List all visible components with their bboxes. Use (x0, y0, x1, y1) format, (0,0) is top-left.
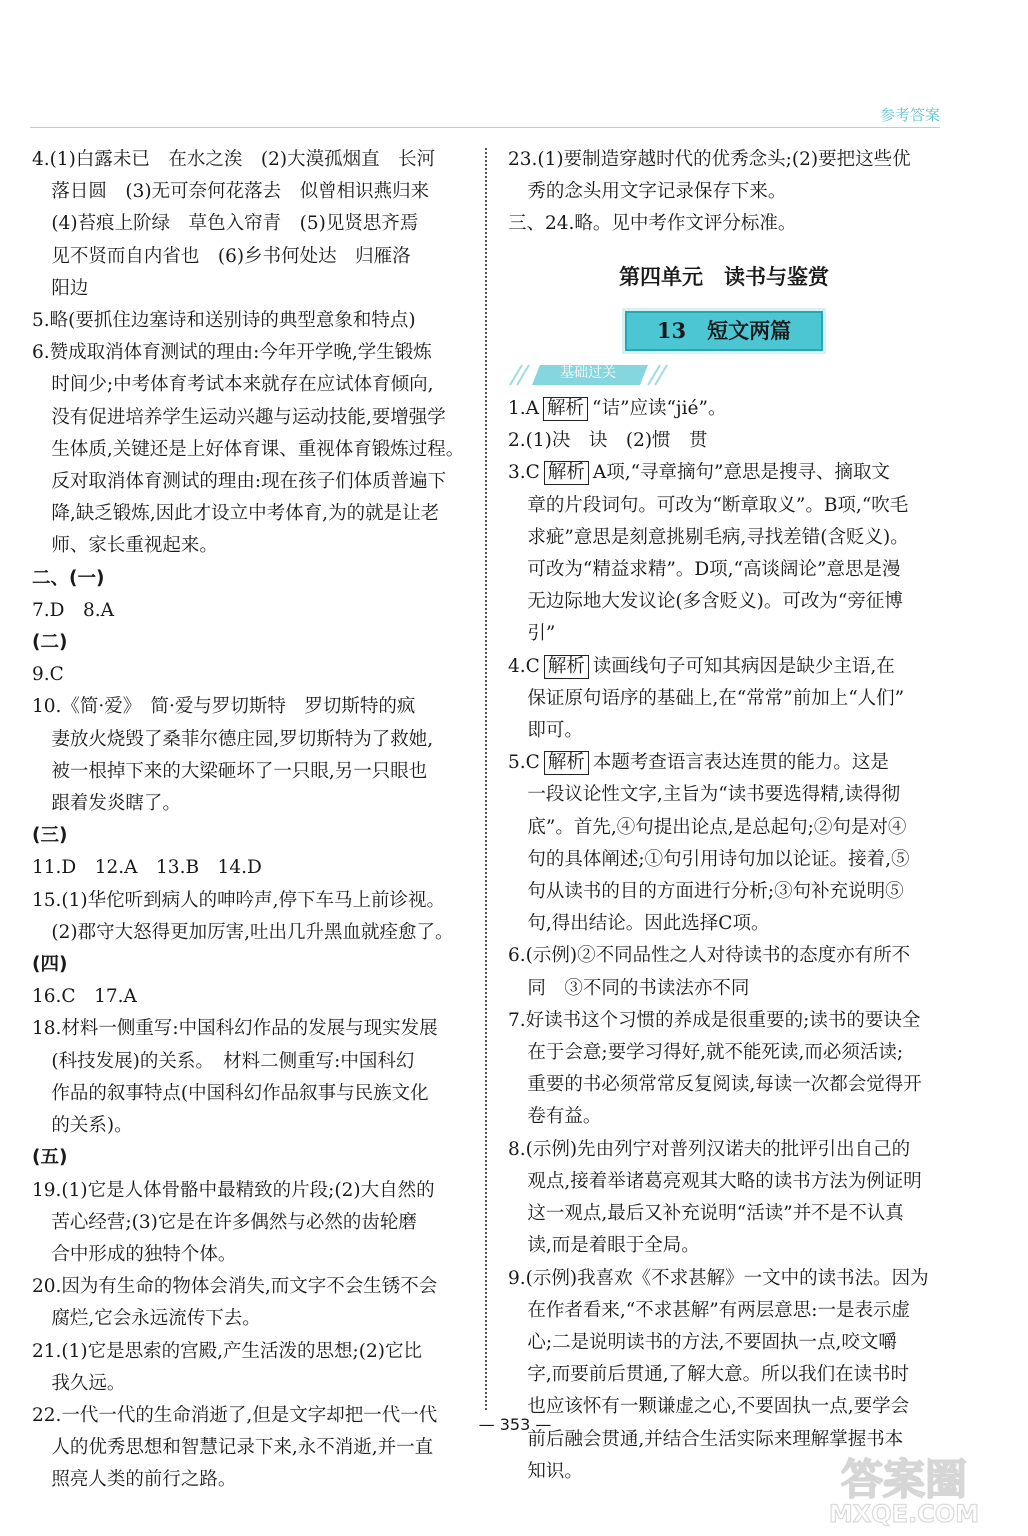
analysis-tag: 解析 (544, 655, 589, 679)
answer-line: 合中形成的独特个体。 (51, 1243, 237, 1265)
left-column (32, 144, 468, 1497)
answer-key: 1.A (508, 398, 540, 420)
unit-title: 第四单元 读书与鉴赏 (619, 263, 829, 289)
answer-line: 21.(1)它是思索的宫殿,产生活泼的思想;(2)它比 (32, 1340, 422, 1362)
answer-line: 也应该怀有一颗谦虚之心,不要固执一点,要学会 (527, 1396, 910, 1418)
answer-line: 师、家长重视起来。 (51, 535, 218, 557)
section-heading: 二、(一) (32, 567, 105, 589)
section-heading: (五) (32, 1147, 68, 1169)
answer-line: 这一观点,最后又补充说明“活读”并不是不认真 (527, 1203, 904, 1225)
answer-text: A项,“寻章摘句”意思是搜寻、摘取文 (592, 462, 890, 484)
answer-line: (4)苔痕上阶绿 草色入帘青 (5)见贤思齐焉 (51, 213, 419, 235)
answer-line: 7.D 8.A (32, 599, 114, 621)
answer-line: 被一根掉下来的大梁砸坏了一只眼,另一只眼也 (51, 760, 428, 782)
analysis-tag: 解析 (544, 461, 589, 485)
answer-line: 2.(1)决 诀 (2)惯 贯 (508, 430, 708, 452)
analysis-tag: 解析 (544, 751, 589, 775)
answer-line: 知识。 (527, 1460, 583, 1482)
answer-line: 作品的叙事特点(中国科幻作品叙事与民族文化 (51, 1082, 429, 1104)
answer-line: 求疵”意思是刻意挑剔毛病,寻找差错(含贬义)。 (527, 526, 909, 548)
answer-line: 在于会意;要学习得好,就不能死读,而必须活读; (527, 1042, 904, 1064)
section-heading: (三) (32, 825, 68, 847)
answer-line: 11.D 12.A 13.B 14.D (32, 857, 262, 879)
answer-line: 20.因为有生命的物体会消失,而文字不会生锈不会 (32, 1276, 438, 1298)
answer-line: 苦心经营;(3)它是在许多偶然与必然的齿轮磨 (51, 1211, 417, 1233)
column-divider (485, 148, 487, 1410)
answer-line: 一段议论性文字,主旨为“读书要选得精,读得彻 (527, 784, 901, 806)
answer-line: 重要的书必须常常反复阅读,每读一次都会觉得开 (527, 1074, 922, 1096)
answer-text: 本题考查语言表达连贯的能力。这是 (592, 752, 889, 774)
watermark-logo-icon (794, 1450, 1014, 1528)
answer-line: 照亮人类的前行之路。 (51, 1469, 237, 1491)
answer-key: 4.C (508, 655, 540, 677)
answer-line: 19.(1)它是人体骨骼中最精致的片段;(2)大自然的 (32, 1179, 435, 1201)
section-heading: (二) (32, 632, 68, 654)
answer-line: 句的具体阐述;①句引用诗句加以论证。接着,⑤ (527, 848, 910, 870)
answer-line: 三、24.略。见中考作文评分标准。 (508, 213, 797, 235)
answer-line (508, 393, 940, 425)
answer-line (508, 457, 940, 489)
answer-line (508, 651, 940, 683)
answer-line: 同 ③不同的书读法亦不同 (527, 977, 750, 999)
answer-line: 我久远。 (51, 1372, 126, 1394)
answer-line: 即可。 (527, 720, 583, 742)
lesson-title: 13 短文两篇 (625, 311, 823, 351)
answer-line: 人的优秀思想和智慧记录下来,永不消逝,并一直 (51, 1437, 434, 1459)
answer-line: 23.(1)要制造穿越时代的优秀念头;(2)要把这些优 (508, 149, 911, 170)
answer-line: 降,缺乏锻炼,因此才设立中考体育,为的就是让老 (51, 503, 440, 525)
answer-line: 反对取消体育测试的理由:现在孩子们体质普遍下 (51, 471, 447, 493)
answer-line: 10.《简·爱》 简·爱与罗切斯特 罗切斯特的疯 (32, 696, 416, 718)
section-band (508, 361, 940, 389)
answer-line: 时间少;中考体育考试本来就存在应试体育倾向, (51, 374, 434, 396)
answer-line: 句从读书的目的方面进行分析;③句补充说明⑤ (527, 881, 904, 903)
analysis-tag: 解析 (543, 397, 588, 421)
answer-line: 16.C 17.A (32, 986, 137, 1008)
answer-line: 保证原句语序的基础上,在“常常”前加上“人们” (527, 687, 905, 709)
answer-line: 5.略(要抓住边塞诗和送别诗的典型意象和特点) (32, 310, 416, 332)
answer-key: 5.C (508, 752, 540, 774)
answer-line: 9.(示例)我喜欢《不求甚解》一文中的读书法。因为 (508, 1267, 929, 1289)
answer-line: 字,而要前后贯通,了解大意。所以我们在读书时 (527, 1364, 910, 1386)
answer-line: 无边际地大发议论(多含贬义)。可改为“旁征博 (527, 591, 903, 613)
answer-line: 22.一代一代的生命消逝了,但是文字却把一代一代 (32, 1404, 438, 1426)
answer-line: 秀的念头用文字记录保存下来。 (527, 181, 787, 203)
answer-line: 前后融会贯通,并结合生活实际来理解掌握书本 (527, 1428, 904, 1450)
answer-line: 卷有益。 (527, 1106, 602, 1128)
answer-line: 6.(示例)②不同品性之人对待读书的态度亦有所不 (508, 945, 911, 967)
answer-line: 8.(示例)先由列宁对普列汉诺夫的批评引出自己的 (508, 1138, 911, 1160)
answer-line: 7.好读书这个习惯的养成是很重要的;读书的要诀全 (508, 1009, 921, 1031)
right-column (508, 144, 940, 1488)
answer-line: 引” (527, 623, 556, 645)
answer-line: 跟着发炎瞎了。 (51, 793, 181, 815)
answer-line: 阳边 (51, 277, 89, 299)
watermark-line2: MXQE.COM (828, 1500, 980, 1528)
answer-line: 底”。首先,④句提出论点,是总起句;②句是对④ (527, 816, 907, 838)
answer-line: 没有促进培养学生运动兴趣与运动技能,要增强学 (51, 406, 446, 428)
header-rule (30, 127, 940, 128)
answer-line: 章的片段词句。可改为“断章取义”。B项,“吹毛 (527, 494, 909, 516)
answer-line: 可改为“精益求精”。D项,“高谈阔论”意思是漫 (527, 559, 901, 581)
answer-line: 在作者看来,“不求甚解”有两层意思:一是表示虚 (527, 1299, 910, 1321)
answer-text: 读画线句子可知其病因是缺少主语,在 (592, 655, 895, 677)
answer-line: 6.赞成取消体育测试的理由:今年开学晚,学生锻炼 (32, 342, 432, 364)
answer-text: “诘”应读“jié”。 (592, 398, 727, 420)
answer-line: 腐烂,它会永远流传下去。 (51, 1308, 261, 1330)
answer-line: 心;二是说明读书的方法,不要固执一点,咬文嚼 (527, 1331, 897, 1353)
answer-line: 妻放火烧毁了桑菲尔德庄园,罗切斯特为了救她, (51, 728, 434, 750)
watermark-line1: 答案圈 (840, 1455, 968, 1504)
answer-line: 18.材料一侧重写:中国科幻作品的发展与现实发展 (32, 1018, 438, 1040)
answer-line: 读,而是着眼于全局。 (527, 1235, 700, 1257)
answer-line: 观点,接着举诸葛亮观其大略的读书方法为例证明 (527, 1170, 922, 1192)
band-label: 基础过关 (560, 365, 616, 382)
answer-line: (2)郡守大怒得更加厉害,吐出几升黑血就痊愈了。 (51, 921, 454, 943)
answer-line: 落日圆 (3)无可奈何花落去 似曾相识燕归来 (51, 181, 430, 203)
header-label: 参考答案 (879, 106, 940, 124)
answer-key: 3.C (508, 462, 540, 484)
section-heading: (四) (32, 954, 68, 976)
answer-line: 4.(1)白露未已 在水之涘 (2)大漠孤烟直 长河 (32, 149, 436, 170)
answer-line: (科技发展)的关系。 材料二侧重写:中国科幻 (51, 1050, 415, 1072)
answer-line: 见不贤而自内省也 (6)乡书何处达 归雁洛 (51, 245, 411, 267)
answer-line: 9.C (32, 664, 64, 686)
answer-line: 生体质,关键还是上好体育课、重视体育锻炼过程。 (51, 438, 465, 460)
answer-line (508, 747, 940, 779)
answer-line: 的关系)。 (51, 1115, 133, 1137)
page-number: — 353 — (478, 1415, 552, 1434)
answer-line: 句,得出结论。因此选择C项。 (527, 913, 770, 935)
lesson-title-wrap (508, 311, 940, 351)
answer-line: 15.(1)华佗听到病人的呻吟声,停下车马上前诊视。 (32, 889, 446, 911)
